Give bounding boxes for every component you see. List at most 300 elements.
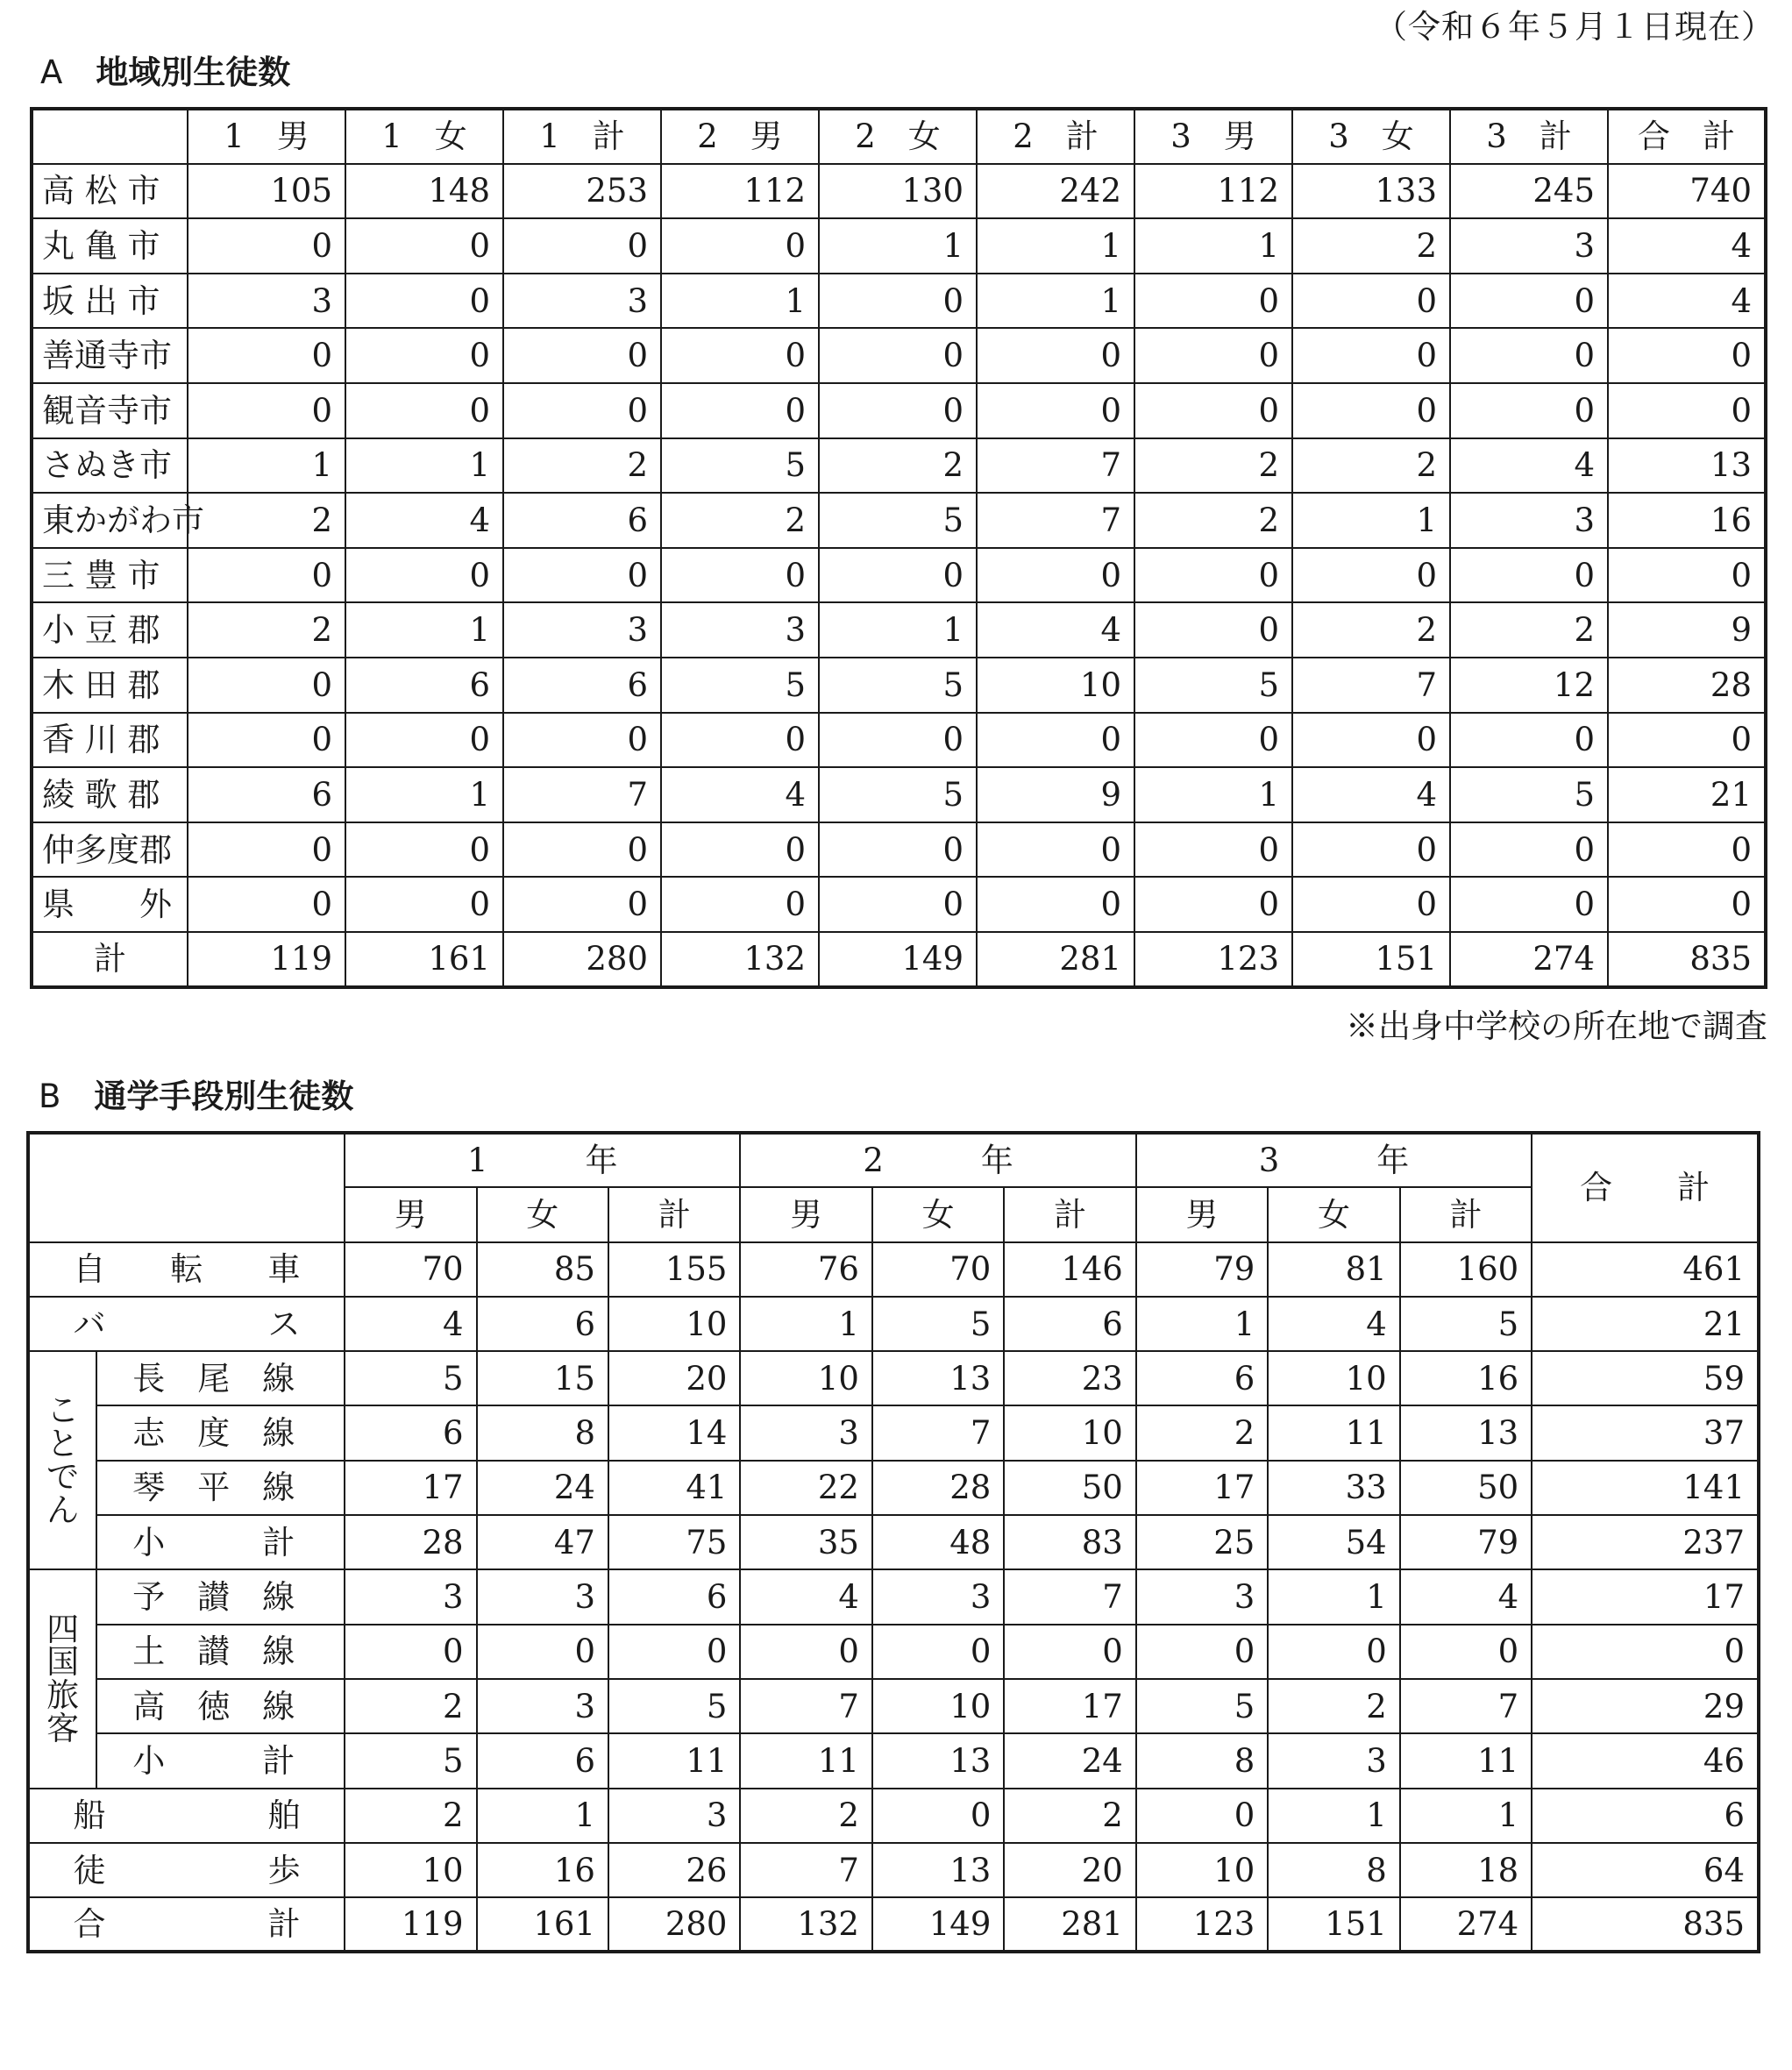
table-a-cell: 5 [819, 493, 977, 548]
section-a-title [40, 46, 290, 93]
table-a-row [32, 822, 1766, 878]
table-b-row-label: 自 転 車 [28, 1242, 345, 1297]
table-b-cell: 146 [1004, 1242, 1135, 1297]
table-b-cell: 149 [872, 1897, 1004, 1952]
table-b-cell: 0 [1532, 1625, 1759, 1679]
table-b-cell: 83 [1004, 1515, 1135, 1569]
table-b-cell: 10 [740, 1351, 871, 1405]
table-a-cell: 0 [1292, 713, 1450, 768]
table-a-cell: 0 [819, 822, 977, 878]
table-b-cell: 76 [740, 1242, 871, 1297]
table-b-cell: 5 [345, 1733, 476, 1788]
table-a-row-label: 丸 亀 市 [32, 218, 188, 274]
table-a-cell: 242 [977, 164, 1134, 219]
table-a-cell: 835 [1608, 932, 1766, 987]
table-b-row [28, 1843, 1759, 1897]
table-a-cell: 0 [977, 713, 1134, 768]
table-b-row [28, 1242, 1759, 1297]
table-a-cell: 149 [819, 932, 977, 987]
table-a-cell: 0 [661, 548, 819, 603]
table-a-cell: 740 [1608, 164, 1766, 219]
table-a-cell: 28 [1608, 658, 1766, 713]
table-b-cell: 132 [740, 1897, 871, 1952]
table-b-cell: 280 [608, 1897, 740, 1952]
table-b-row [28, 1625, 1759, 1679]
table-b-cell: 41 [608, 1461, 740, 1515]
table-b-cell: 1 [740, 1297, 871, 1351]
table-b-row-label: バ ス [28, 1297, 345, 1351]
table-b-cell: 18 [1400, 1843, 1532, 1897]
table-a-header-cell: 2 女 [819, 109, 977, 164]
table-a-cell: 2 [1292, 438, 1450, 494]
table-a-cell: 0 [1608, 713, 1766, 768]
table-a-cell: 0 [1450, 383, 1608, 438]
table-b-cell: 161 [477, 1897, 608, 1952]
table-a-cell: 0 [503, 713, 661, 768]
table-a-cell: 1 [819, 602, 977, 658]
table-a-row-label: 計 [32, 932, 188, 987]
table-a-cell: 2 [1450, 602, 1608, 658]
table-b-cell: 1 [477, 1789, 608, 1843]
table-b-cell: 10 [1004, 1405, 1135, 1460]
table-a-cell: 0 [188, 328, 345, 383]
table-a-cell: 0 [819, 328, 977, 383]
table-a-cell: 0 [503, 328, 661, 383]
table-b-cell: 48 [872, 1515, 1004, 1569]
table-a-cell: 0 [1292, 383, 1450, 438]
table-b-cell: 10 [608, 1297, 740, 1351]
table-a-cell: 0 [345, 218, 503, 274]
table-a-cell: 0 [977, 383, 1134, 438]
table-a-header-row [32, 109, 1766, 164]
table-a-cell: 0 [1292, 548, 1450, 603]
table-b-cell: 0 [740, 1625, 871, 1679]
table-b-sub-row-label: 志 度 線 [96, 1405, 345, 1460]
table-a-cell: 0 [188, 218, 345, 274]
table-a-cell: 0 [1608, 877, 1766, 932]
table-a-cell: 4 [1292, 767, 1450, 822]
table-b-sub-header: 男 [740, 1187, 871, 1241]
table-a-row-label: 観音寺市 [32, 383, 188, 438]
table-b-cell: 6 [477, 1733, 608, 1788]
table-a-cell: 0 [661, 328, 819, 383]
table-b-row-label: 徒 歩 [28, 1843, 345, 1897]
table-b-cell: 7 [872, 1405, 1004, 1460]
table-a-cell: 1 [1134, 218, 1292, 274]
table-a-row [32, 164, 1766, 219]
table-b-row [28, 1297, 1759, 1351]
table-b-cell: 6 [1136, 1351, 1268, 1405]
table-a-cell: 1 [977, 274, 1134, 329]
table-a-cell: 1 [1292, 493, 1450, 548]
table-b-cell: 5 [608, 1679, 740, 1733]
table-b-group-label-text: ことでん [46, 1391, 80, 1529]
table-a-cell: 5 [819, 658, 977, 713]
table-b-cell: 0 [345, 1625, 476, 1679]
table-a-row-label: 小 豆 郡 [32, 602, 188, 658]
table-a-cell: 0 [1608, 328, 1766, 383]
table-b-cell: 13 [872, 1843, 1004, 1897]
table-a-cell: 3 [188, 274, 345, 329]
table-b-cell: 20 [608, 1351, 740, 1405]
table-a-cell: 0 [661, 713, 819, 768]
table-a-cell: 6 [345, 658, 503, 713]
table-b-cell: 2 [740, 1789, 871, 1843]
table-b-row [28, 1405, 1759, 1460]
table-a-cell: 0 [977, 877, 1134, 932]
table-a-cell: 1 [977, 218, 1134, 274]
table-a-cell: 0 [503, 822, 661, 878]
table-b-cell: 0 [872, 1789, 1004, 1843]
table-b-cell: 11 [1268, 1405, 1399, 1460]
table-a-cell: 0 [503, 218, 661, 274]
table-b-cell: 3 [477, 1679, 608, 1733]
table-a-header-cell: 1 計 [503, 109, 661, 164]
table-a-cell: 2 [819, 438, 977, 494]
table-a-cell: 0 [188, 713, 345, 768]
table-a-cell: 5 [1134, 658, 1292, 713]
table-b-cell: 2 [345, 1679, 476, 1733]
table-b-cell: 11 [740, 1733, 871, 1788]
table-b-cell: 4 [1400, 1569, 1532, 1624]
section-a-letter: A [40, 53, 63, 91]
table-b-cell: 35 [740, 1515, 871, 1569]
table-a-cell: 0 [819, 548, 977, 603]
table-b-cell: 123 [1136, 1897, 1268, 1952]
table-a-cell: 0 [345, 713, 503, 768]
table-b-cell: 28 [345, 1515, 476, 1569]
table-a-header-cell: 2 男 [661, 109, 819, 164]
table-b-sub-row-label: 長 尾 線 [96, 1351, 345, 1405]
table-b-row [28, 1789, 1759, 1843]
table-a-cell: 1 [345, 438, 503, 494]
table-b-cell: 2 [1136, 1405, 1268, 1460]
table-b-cell: 13 [872, 1351, 1004, 1405]
table-a-cell: 132 [661, 932, 819, 987]
table-b-cell: 85 [477, 1242, 608, 1297]
table-a-cell: 9 [977, 767, 1134, 822]
table-a-cell: 253 [503, 164, 661, 219]
table-b-cell: 0 [1268, 1625, 1399, 1679]
table-b-cell: 13 [1400, 1405, 1532, 1460]
table-a-row [32, 602, 1766, 658]
table-a-cell: 0 [1450, 548, 1608, 603]
table-b-sub-header: 計 [1004, 1187, 1135, 1241]
table-a-cell: 5 [661, 438, 819, 494]
table-b-cell: 47 [477, 1515, 608, 1569]
table-a-cell: 0 [819, 274, 977, 329]
table-b-cell: 0 [872, 1625, 1004, 1679]
table-b-cell: 3 [345, 1569, 476, 1624]
table-a-row [32, 328, 1766, 383]
table-b-cell: 4 [740, 1569, 871, 1624]
table-b-cell: 3 [608, 1789, 740, 1843]
table-b-sub-row-label: 小 計 [96, 1515, 345, 1569]
table-a-row-label: 県 外 [32, 877, 188, 932]
table-b-cell: 0 [1400, 1625, 1532, 1679]
table-b-cell: 17 [345, 1461, 476, 1515]
table-b-cell: 6 [477, 1297, 608, 1351]
table-a-cell: 119 [188, 932, 345, 987]
table-a-cell: 274 [1450, 932, 1608, 987]
table-a-cell: 0 [977, 328, 1134, 383]
table-b-sub-header: 女 [1268, 1187, 1399, 1241]
table-b-cell: 22 [740, 1461, 871, 1515]
table-a-cell: 0 [1608, 383, 1766, 438]
table-b-cell: 37 [1532, 1405, 1759, 1460]
table-b-cell: 1 [1136, 1297, 1268, 1351]
region-student-table [30, 107, 1767, 989]
table-b-cell: 75 [608, 1515, 740, 1569]
table-b-cell: 59 [1532, 1351, 1759, 1405]
table-a-cell: 6 [503, 493, 661, 548]
table-a-cell: 0 [1450, 877, 1608, 932]
table-b-sub-header: 女 [477, 1187, 608, 1241]
table-a-cell: 7 [503, 767, 661, 822]
table-b-cell: 20 [1004, 1843, 1135, 1897]
table-a-cell: 0 [1292, 274, 1450, 329]
table-b-cell: 70 [872, 1242, 1004, 1297]
table-b-cell: 1 [1400, 1789, 1532, 1843]
table-b-cell: 141 [1532, 1461, 1759, 1515]
table-a-cell: 0 [977, 822, 1134, 878]
table-a-cell: 0 [345, 274, 503, 329]
table-a-cell: 0 [661, 877, 819, 932]
table-a-cell: 4 [345, 493, 503, 548]
table-a-row-label: 坂 出 市 [32, 274, 188, 329]
table-b-cell: 79 [1136, 1242, 1268, 1297]
table-b-cell: 50 [1400, 1461, 1532, 1515]
section-a-title-text: 地域別生徒数 [96, 53, 291, 91]
table-b-cell: 23 [1004, 1351, 1135, 1405]
table-b-row [28, 1733, 1759, 1788]
table-b-year-header-row [28, 1133, 1759, 1187]
table-b-cell: 26 [608, 1843, 740, 1897]
table-a-cell: 1 [1134, 767, 1292, 822]
table-a-cell: 0 [1134, 328, 1292, 383]
table-a-cell: 0 [188, 822, 345, 878]
table-a-row [32, 493, 1766, 548]
table-b-cell: 0 [1136, 1789, 1268, 1843]
table-a-cell: 7 [977, 438, 1134, 494]
date-note: （令和６年５月１日現在） [1375, 8, 1774, 46]
table-b-cell: 15 [477, 1351, 608, 1405]
table-a-row-label: 綾 歌 郡 [32, 767, 188, 822]
table-b-cell: 4 [1268, 1297, 1399, 1351]
table-a-cell: 0 [661, 218, 819, 274]
table-b-cell: 3 [1136, 1569, 1268, 1624]
table-a-cell: 2 [503, 438, 661, 494]
table-b-cell: 160 [1400, 1242, 1532, 1297]
table-a-cell: 3 [503, 274, 661, 329]
table-a-cell: 4 [661, 767, 819, 822]
table-b-cell: 17 [1004, 1679, 1135, 1733]
table-b-cell: 10 [872, 1679, 1004, 1733]
table-b-cell: 237 [1532, 1515, 1759, 1569]
table-a-header-cell [32, 109, 188, 164]
table-b-cell: 5 [872, 1297, 1004, 1351]
table-b-cell: 14 [608, 1405, 740, 1460]
table-b-cell: 835 [1532, 1897, 1759, 1952]
table-b-cell: 281 [1004, 1897, 1135, 1952]
table-b-cell: 0 [608, 1625, 740, 1679]
table-a-cell: 3 [503, 602, 661, 658]
table-a-cell: 0 [819, 383, 977, 438]
table-b-cell: 0 [477, 1625, 608, 1679]
table-b-row [28, 1569, 1759, 1624]
table-a-cell: 0 [1608, 822, 1766, 878]
table-a-row [32, 932, 1766, 987]
table-b-row [28, 1679, 1759, 1733]
table-b-cell: 5 [1400, 1297, 1532, 1351]
table-a-cell: 130 [819, 164, 977, 219]
table-a-cell: 3 [661, 602, 819, 658]
table-b-cell: 2 [1004, 1789, 1135, 1843]
table-a-cell: 2 [1292, 218, 1450, 274]
table-a-cell: 0 [188, 548, 345, 603]
table-a-header-cell: 1 女 [345, 109, 503, 164]
table-b-group-label-text: 四国旅客 [46, 1610, 80, 1747]
table-a-header-cell: 合 計 [1608, 109, 1766, 164]
table-a-cell: 0 [1134, 822, 1292, 878]
table-a-cell: 123 [1134, 932, 1292, 987]
table-a-row-label: 東かがわ市 [32, 493, 188, 548]
table-a-cell: 0 [503, 383, 661, 438]
table-b-year-header: 3 年 [1136, 1133, 1532, 1187]
table-b-cell: 11 [608, 1733, 740, 1788]
table-a-row-label: 善通寺市 [32, 328, 188, 383]
table-b-cell: 3 [872, 1569, 1004, 1624]
table-a-cell: 5 [661, 658, 819, 713]
table-a-cell: 0 [1608, 548, 1766, 603]
table-b-sub-header: 男 [345, 1187, 476, 1241]
table-a-row [32, 274, 1766, 329]
table-b-sub-row-label: 琴 平 線 [96, 1461, 345, 1515]
table-a-header-cell: 3 男 [1134, 109, 1292, 164]
table-b-cell: 24 [477, 1461, 608, 1515]
table-a-cell: 0 [819, 713, 977, 768]
table-b-cell: 274 [1400, 1897, 1532, 1952]
table-a-cell: 0 [188, 658, 345, 713]
table-b-cell: 29 [1532, 1679, 1759, 1733]
table-b-group-label [28, 1351, 96, 1569]
table-b-total-header: 合 計 [1532, 1133, 1759, 1242]
table-b-cell: 7 [1004, 1569, 1135, 1624]
table-a-cell: 2 [1292, 602, 1450, 658]
survey-note: ※出身中学校の所在地で調査 [1346, 1007, 1767, 1045]
table-a-header-cell: 1 男 [188, 109, 345, 164]
table-a-row-label: 三 豊 市 [32, 548, 188, 603]
table-a-cell: 4 [1608, 218, 1766, 274]
table-a-cell: 0 [345, 822, 503, 878]
table-a-cell: 1 [188, 438, 345, 494]
table-a-cell: 7 [1292, 658, 1450, 713]
table-b-sub-row-label: 土 讃 線 [96, 1625, 345, 1679]
table-b-row [28, 1515, 1759, 1569]
table-b-cell: 7 [740, 1843, 871, 1897]
table-b-cell: 5 [345, 1351, 476, 1405]
table-a-cell: 1 [819, 218, 977, 274]
table-b-cell: 10 [345, 1843, 476, 1897]
table-a-row [32, 713, 1766, 768]
table-a-cell: 0 [1134, 383, 1292, 438]
table-b-cell: 0 [1136, 1625, 1268, 1679]
table-b-cell: 119 [345, 1897, 476, 1952]
table-a-cell: 0 [1292, 328, 1450, 383]
table-b-row [28, 1897, 1759, 1952]
commute-student-table [26, 1131, 1760, 1953]
table-a-cell: 12 [1450, 658, 1608, 713]
table-a-cell: 0 [503, 877, 661, 932]
section-b-title [39, 1070, 353, 1117]
table-b-row-label: 合 計 [28, 1897, 345, 1952]
table-a-cell: 0 [1134, 274, 1292, 329]
table-b-cell: 6 [1532, 1789, 1759, 1843]
table-b-cell: 2 [1268, 1679, 1399, 1733]
table-b-cell: 46 [1532, 1733, 1759, 1788]
table-b-sub-header: 男 [1136, 1187, 1268, 1241]
table-a-row [32, 767, 1766, 822]
table-a-cell: 0 [345, 548, 503, 603]
table-a-cell: 6 [188, 767, 345, 822]
table-a-cell: 4 [1608, 274, 1766, 329]
table-a-cell: 0 [345, 383, 503, 438]
table-a-cell: 6 [503, 658, 661, 713]
table-a-cell: 0 [1134, 713, 1292, 768]
table-a-cell: 4 [977, 602, 1134, 658]
table-a-cell: 2 [188, 602, 345, 658]
table-b-cell: 17 [1136, 1461, 1268, 1515]
table-b-cell: 3 [1268, 1733, 1399, 1788]
table-b-cell: 21 [1532, 1297, 1759, 1351]
table-a-cell: 0 [1292, 822, 1450, 878]
table-a-cell: 148 [345, 164, 503, 219]
table-a-cell: 0 [661, 822, 819, 878]
table-b-cell: 28 [872, 1461, 1004, 1515]
table-a-cell: 13 [1608, 438, 1766, 494]
table-b-cell: 461 [1532, 1242, 1759, 1297]
table-b-cell: 10 [1268, 1351, 1399, 1405]
table-b-cell: 24 [1004, 1733, 1135, 1788]
table-b-cell: 4 [345, 1297, 476, 1351]
table-a-row-label: 仲多度郡 [32, 822, 188, 878]
table-b-cell: 33 [1268, 1461, 1399, 1515]
table-a-row [32, 548, 1766, 603]
table-a-row [32, 658, 1766, 713]
table-a-cell: 0 [345, 328, 503, 383]
table-b-cell: 6 [345, 1405, 476, 1460]
table-a-cell: 1 [661, 274, 819, 329]
table-b-year-header: 2 年 [740, 1133, 1135, 1187]
table-b-cell: 6 [1004, 1297, 1135, 1351]
table-a-row [32, 438, 1766, 494]
table-a-cell: 5 [819, 767, 977, 822]
table-b-sub-header: 計 [1400, 1187, 1532, 1241]
table-a-cell: 9 [1608, 602, 1766, 658]
table-b-cell: 3 [477, 1569, 608, 1624]
table-b-row [28, 1351, 1759, 1405]
table-b-row-label: 船 舶 [28, 1789, 345, 1843]
table-a-cell: 2 [1134, 438, 1292, 494]
table-b-cell: 25 [1136, 1515, 1268, 1569]
table-b-cell: 54 [1268, 1515, 1399, 1569]
table-a-row-label: さぬき市 [32, 438, 188, 494]
table-a-cell: 112 [1134, 164, 1292, 219]
table-b-cell: 8 [477, 1405, 608, 1460]
table-b-cell: 1 [1268, 1569, 1399, 1624]
table-a-row [32, 218, 1766, 274]
table-b-cell: 17 [1532, 1569, 1759, 1624]
